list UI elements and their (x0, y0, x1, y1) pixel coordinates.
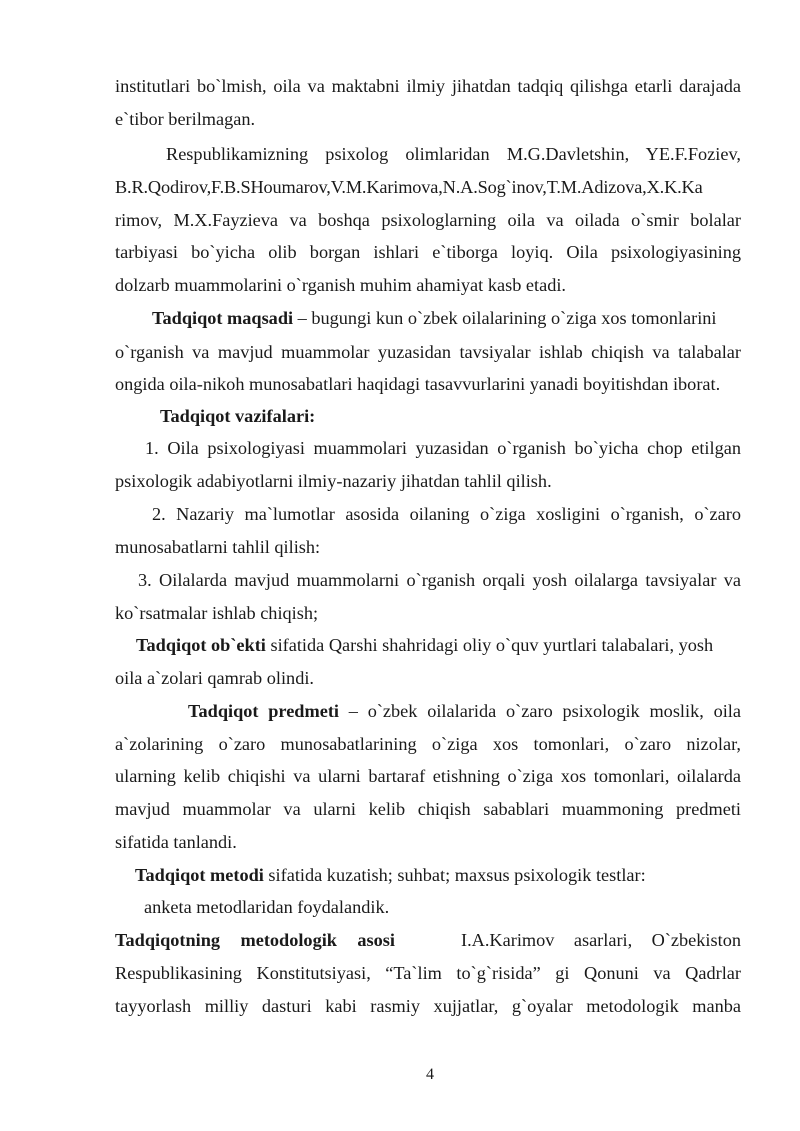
task-line: ko`rsatmalar ishlab chiqish; (115, 603, 319, 623)
tasks-heading: Tadqiqot vazifalari: (160, 406, 316, 426)
subject-label: Tadqiqot predmeti (188, 701, 339, 721)
paragraph-line: e`tibor berilmagan. (115, 109, 256, 129)
subject-line (188, 700, 741, 722)
paragraph-line: anketa metodlaridan foydalandik. (144, 897, 390, 917)
subject-text: – o`zbek oilalarida o`zaro psixologik moslik, oila (339, 701, 741, 721)
page-number: 4 (426, 1066, 434, 1083)
task-line: 2. Nazariy ma`lumotlar asosida oilaning o`ziga xosligini o`rganish, o`zaro (152, 504, 741, 524)
paragraph-line: oila a`zolari qamrab olindi. (115, 668, 314, 688)
paragraph-line: a`zolarining o`zaro munosabatlarining o`ziga xos tomonlari, o`zaro nizolar, (115, 734, 741, 754)
paragraph-line: ongida oila-nikoh munosabatlari haqidagi tasavvurlarini yanadi boyitishdan iborat. (115, 374, 721, 394)
paragraph-line: dolzarb muammolarini o`rganish muhim ahamiyat kasb etadi. (115, 275, 566, 295)
paragraph-line: sifatida tanlandi. (115, 832, 237, 852)
methodology-label: Tadqiqotning metodologik asosi (115, 930, 395, 950)
paragraph-line: mavjud muammolar va ularni kelib chiqish sabablari muammoning predmeti (115, 799, 741, 819)
aim-text: – bugungi kun o`zbek oilalarining o`ziga xos tomonlarini (293, 308, 717, 328)
task-line: munosabatlarni tahlil qilish: (115, 537, 321, 557)
aim-label: Tadqiqot maqsadi (152, 308, 294, 328)
aim-line (152, 307, 741, 329)
object-text: sifatida Qarshi shahridagi oliy o`quv yurtlari talabalari, yosh (265, 635, 714, 655)
paragraph-line: ularning kelib chiqishi va ularni bartaraf etishning o`ziga xos tomonlari, oilalarda (115, 766, 741, 786)
paragraph-line: I.A.Karimov asarlari, O`zbekiston (461, 930, 741, 950)
paragraph-line: B.R.Qodirov,F.B.SHoumarov,V.M.Karimova,N.A.Sog`inov,T.M.Adizova,X.K.Ka (115, 177, 703, 197)
paragraph-line: institutlari bo`lmish, oila va maktabni ilmiy jihatdan tadqiq qilishga etarli darajada (115, 76, 741, 96)
object-label: Tadqiqot ob`ekti (136, 635, 266, 655)
paragraph-line: o`rganish va mavjud muammolar yuzasidan tavsiyalar ishlab chiqish va talabalar (115, 342, 741, 362)
task-line: 1. Oila psixologiyasi muammolari yuzasidan o`rganish bo`yicha chop etilgan (145, 438, 741, 458)
task-line: 3. Oilalarda mavjud muammolarni o`rganish orqali yosh oilalarga tavsiyalar va (138, 570, 741, 590)
paragraph-line: Respublikasining Konstitutsiyasi, “Ta`lim to`g`risida” gi Qonuni va Qadrlar (115, 963, 741, 983)
method-line (135, 864, 646, 886)
task-line: psixologik adabiyotlarni ilmiy-nazariy jihatdan tahlil qilish. (115, 471, 552, 491)
method-label: Tadqiqot metodi (135, 865, 264, 885)
paragraph-line: tayyorlash milliy dasturi kabi rasmiy xujjatlar, g`oyalar metodologik manba (115, 996, 741, 1016)
object-line (136, 634, 741, 656)
paragraph-line: Respublikamizning psixolog olimlaridan M.G.Davletshin, YE.F.Foziev, (166, 144, 741, 164)
paragraph-line: tarbiyasi bo`yicha olib borgan ishlari e`tiborga loyiq. Oila psixologiyasining (115, 242, 741, 262)
method-text: sifatida kuzatish; suhbat; maxsus psixologik testlar: (263, 865, 646, 885)
paragraph-line: rimov, M.X.Fayzieva va boshqa psixologlarning oila va oilada o`smir bolalar (115, 210, 741, 230)
